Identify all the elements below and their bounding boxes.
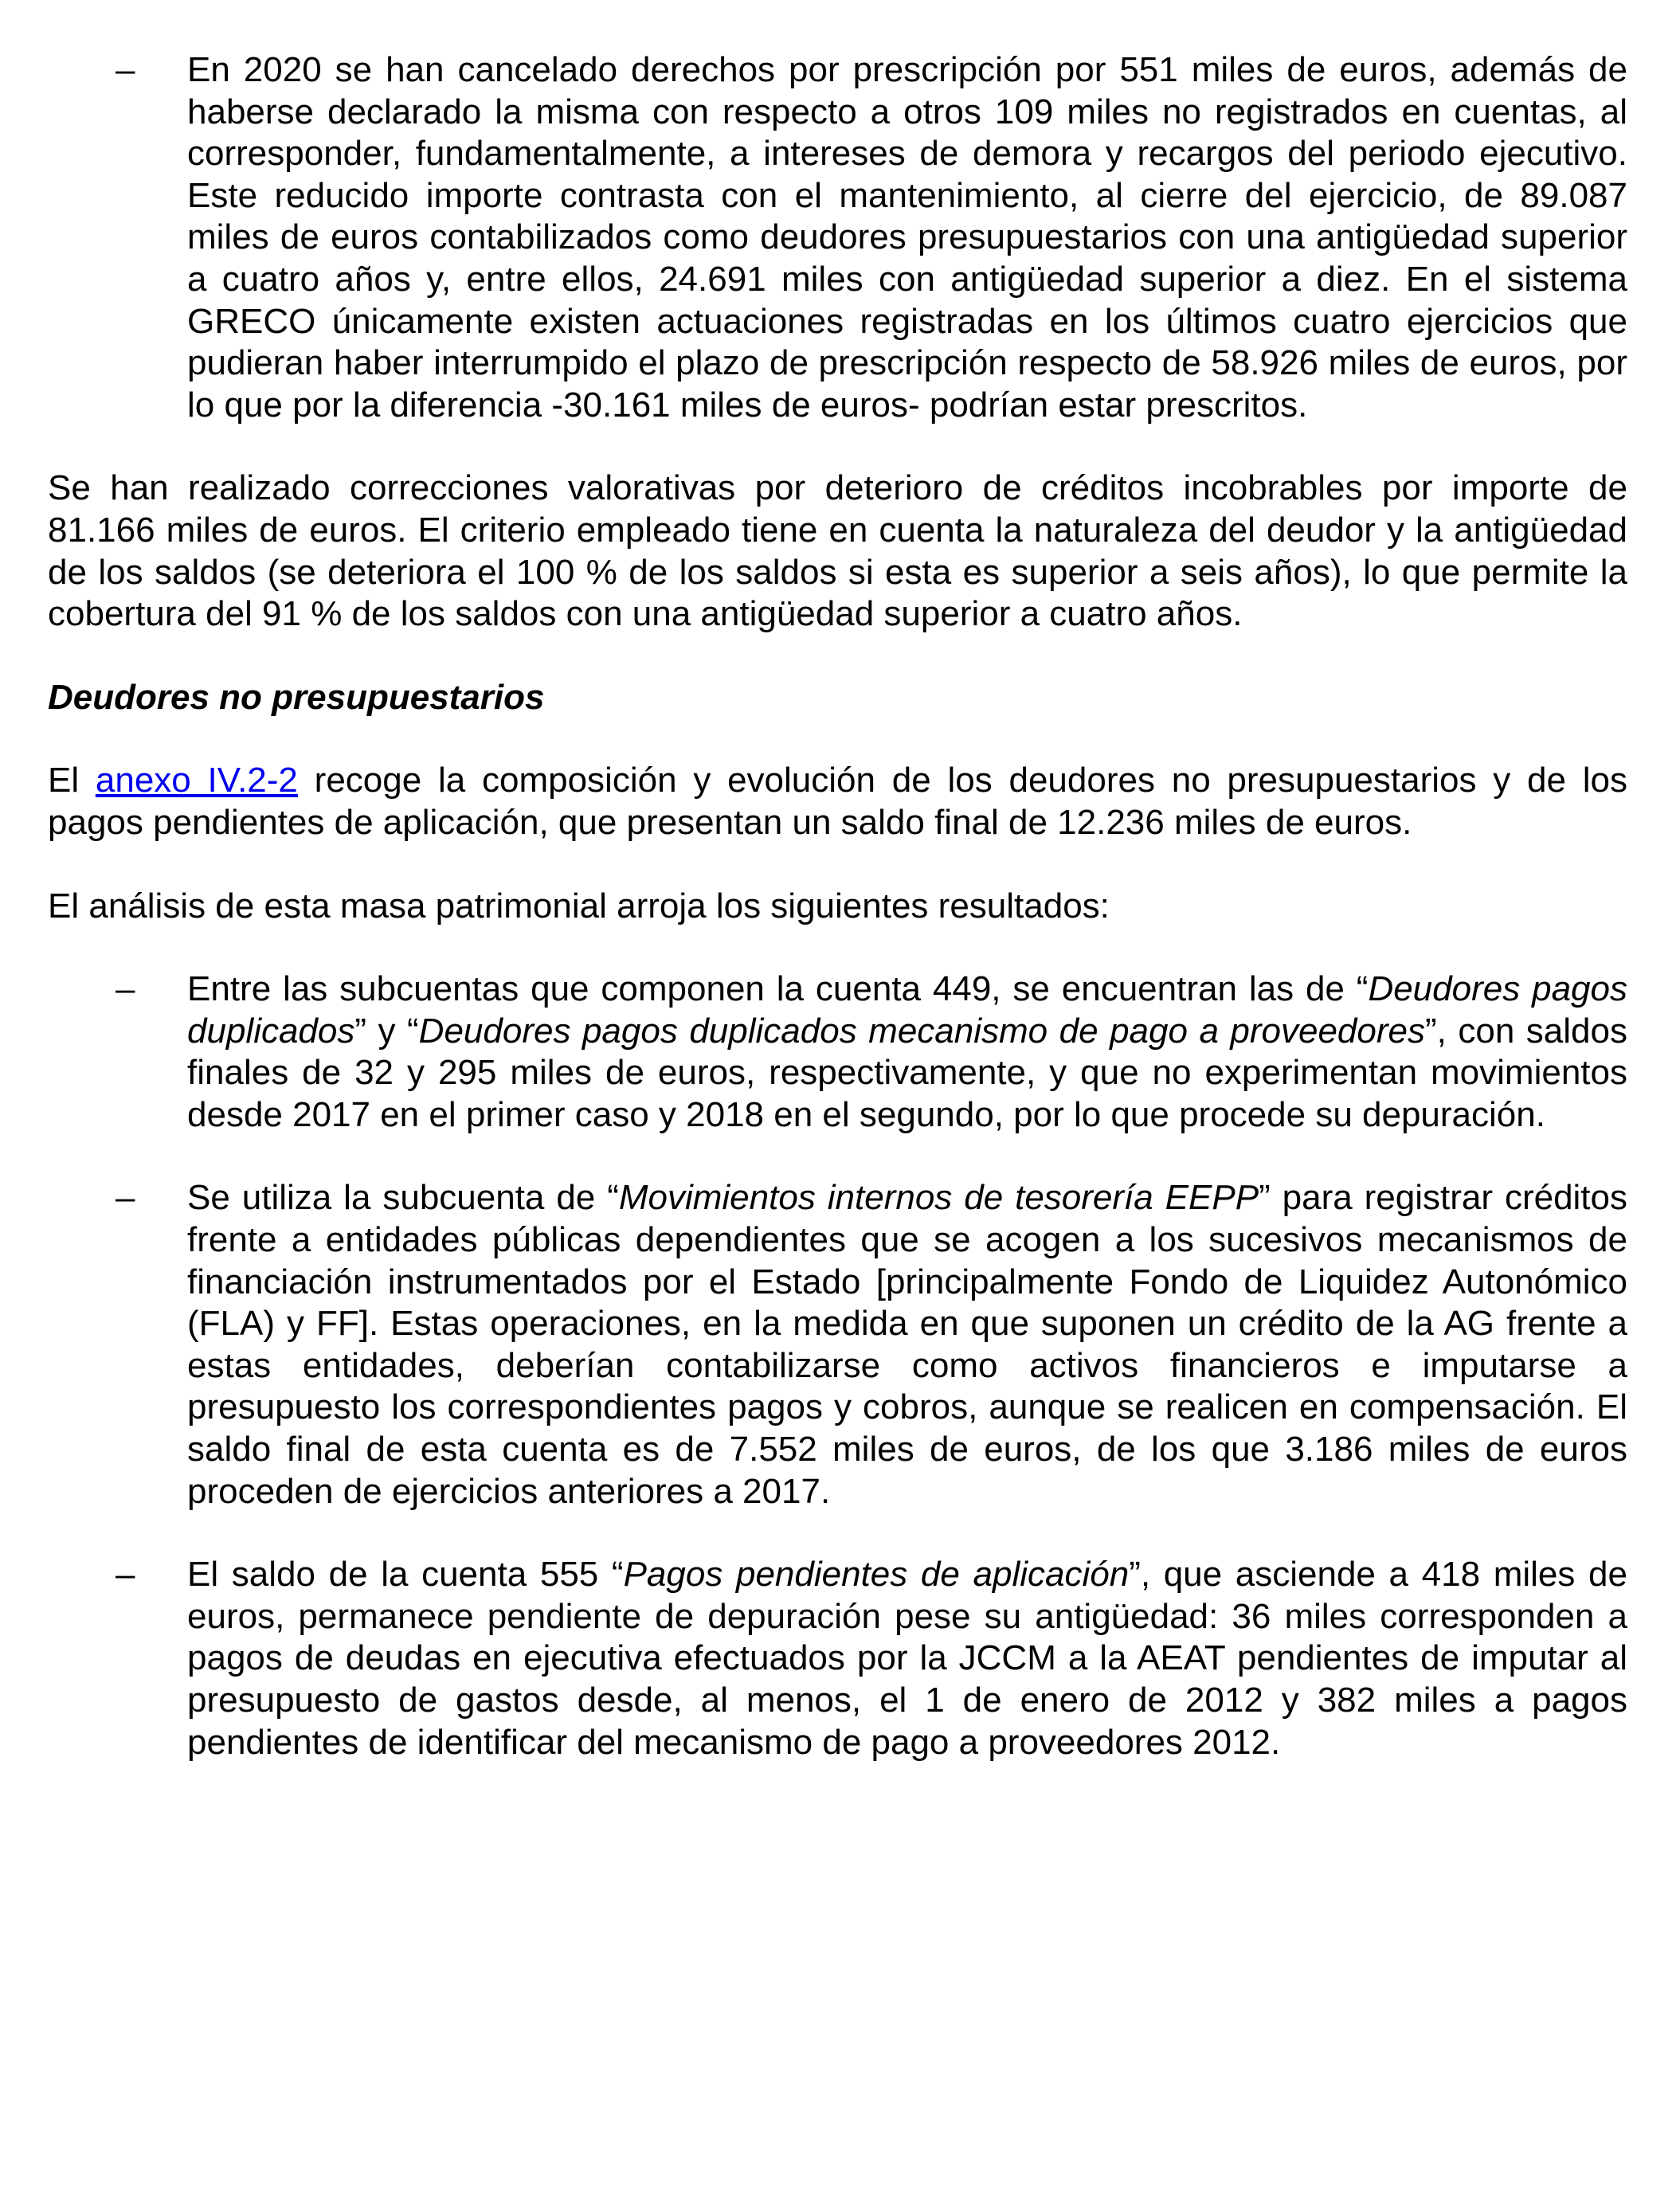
section-heading: Deudores no presupuestarios	[48, 677, 545, 717]
bullet-text: En 2020 se han cancelado derechos por prescripción por 551 miles de euros, además de haberse declarado la misma con respecto a otros 109 miles no registrados en cuentas, al corresponder, fundamentalmente, a intereses de demora y recargos del periodo ejecutivo. Este reducido importe contrasta con el mantenimiento, al cierre del ejercicio, de 89.087 miles de euros contabilizados como deudores presupuestarios con una antigüedad superior a cuatro años y, entre ellos, 24.691 miles con antigüedad superior a diez. En el sistema GRECO únicamente existen actuaciones registradas en los últimos cuatro ejercicios que pudieran haber interrumpido el plazo de prescripción respecto de 58.926 miles de euros, por lo que por la diferencia -30.161 miles de euros- podrían estar prescritos.	[187, 50, 1627, 425]
document-page	[48, 49, 1627, 1763]
anexo-link[interactable]: anexo IV.2-2	[95, 761, 298, 800]
bullet-italic-1: Pagos pendientes de aplicación	[623, 1555, 1130, 1595]
bullet-dash: –	[116, 50, 135, 89]
bullet-text-2: ” y “	[354, 1011, 419, 1051]
bullet-italic-2: Deudores pagos duplicados mecanismo de pago a proveedores	[418, 1011, 1425, 1051]
paragraph-analisis: El análisis de esta masa patrimonial arroja los siguientes resultados:	[48, 886, 1110, 925]
bullet-text-2: ”, que asciende a 418 miles de euros, permanece pendiente de depuración pese su antigüedad: 36 miles corresponden a pagos de deudas en ejecutiva efectuados por la JCCM a la AEAT pendientes de imputar al presupuesto de gastos desde, al menos, el 1 de enero de 2012 y 382 miles a pagos pendientes de identificar del mecanismo de pago a proveedores 2012.	[187, 1555, 1627, 1762]
bullet-italic-1: Deudores pagos duplicados	[187, 969, 1627, 1051]
paragraph-correcciones: Se han realizado correcciones valorativas por deterioro de créditos incobrables por importe de 81.166 miles de euros. El criterio empleado tiene en cuenta la naturaleza del deudor y la antigüedad de los saldos (se deteriora el 100 % de los saldos si esta es superior a seis años), lo que permite la cobertura del 91 % de los saldos con una antigüedad superior a cuatro años.	[48, 468, 1627, 634]
paragraph-anexo-after: recoge la composición y evolución de los deudores no presupuestarios y de los pagos pendientes de aplicación, que presentan un saldo final de 12.236 miles de euros.	[48, 761, 1627, 842]
paragraph-anexo-before: El	[48, 761, 96, 800]
bullet-cuenta-449	[48, 969, 1627, 1136]
bullet-text-2: ” para registrar créditos frente a entidades públicas dependientes que se acogen a los sucesivos mecanismos de financiación instrumentados por el Estado [principalmente Fondo de Liquidez Autonómico (FLA) y FF]. Estas operaciones, en la medida en que suponen un crédito de la AG frente a estas entidades, deberían contabilizarse como activos financieros e imputarse a presupuesto los correspondientes pagos y cobros, aunque se realicen en compensación. El saldo final de esta cuenta es de 7.552 miles de euros, de los que 3.186 miles de euros proceden de ejercicios anteriores a 2017.	[187, 1178, 1628, 1511]
bullet-cuenta-555	[48, 1554, 1627, 1763]
bullet-dash: –	[116, 1555, 135, 1595]
bullet-text-1: Se utiliza la subcuenta de “	[187, 1178, 619, 1218]
bullet-italic-1: Movimientos internos de tesorería EEPP	[618, 1178, 1259, 1218]
bullet-prescripcion	[48, 49, 1627, 426]
bullet-text-1: El saldo de la cuenta 555 “	[187, 1555, 624, 1595]
bullet-dash: –	[116, 1178, 135, 1218]
bullet-movimientos-internos	[48, 1177, 1627, 1512]
bullet-dash: –	[116, 969, 135, 1009]
bullet-text-1: Entre las subcuentas que componen la cuenta 449, se encuentran las de “	[187, 969, 1369, 1009]
paragraph-anexo	[48, 760, 1627, 843]
bullet-text-3: ”, con saldos finales de 32 y 295 miles de euros, respectivamente, y que no experimentan movimientos desde 2017 en el primer caso y 2018 en el segundo, por lo que procede su depuración.	[187, 1011, 1627, 1134]
